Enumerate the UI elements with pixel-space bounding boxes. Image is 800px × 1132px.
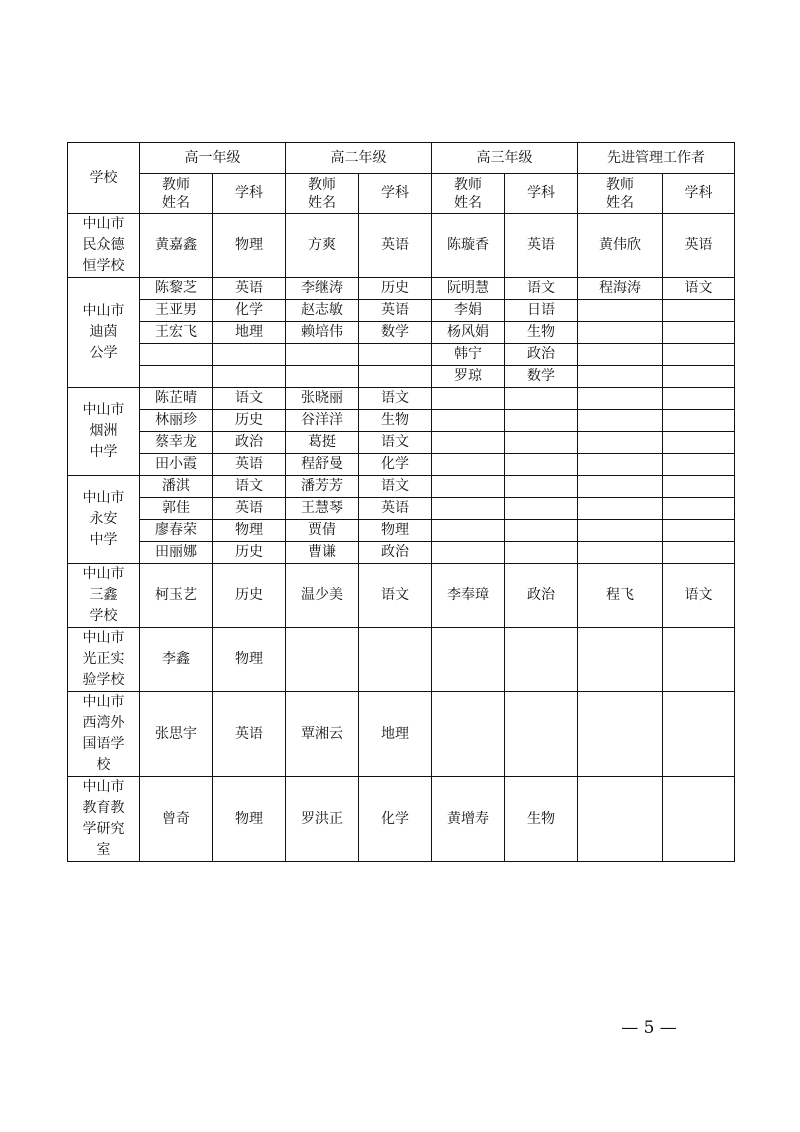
teacher-name-cell: 曾奇 [140,777,213,862]
teacher-name-cell: 黄嘉鑫 [140,214,213,278]
subject-cell: 语文 [359,388,432,410]
teacher-name-cell: 田丽娜 [140,542,213,564]
subject-cell [663,300,735,322]
school-name-cell: 中山市 迪茵 公学 [68,278,140,388]
subject-cell: 政治 [359,542,432,564]
subject-cell: 英语 [213,498,286,520]
school-name-cell: 中山市 民众德 恒学校 [68,214,140,278]
school-name-cell: 中山市 烟洲 中学 [68,388,140,476]
subject-cell: 英语 [505,214,578,278]
teacher-name-cell: 李继涛 [286,278,359,300]
subject-cell [663,777,735,862]
grade-header-2: 高二年级 [286,143,432,174]
grade-header-3: 高三年级 [432,143,578,174]
teacher-name-cell [140,344,213,366]
teacher-name-header: 教师 姓名 [140,174,213,214]
subject-cell: 英语 [359,498,432,520]
subject-cell [663,344,735,366]
subject-cell: 生物 [359,410,432,432]
subject-cell [505,476,578,498]
teacher-name-cell [578,410,663,432]
subject-cell: 政治 [213,432,286,454]
teacher-name-cell [578,692,663,777]
subject-cell [505,454,578,476]
teacher-name-cell: 田小霞 [140,454,213,476]
teacher-name-cell [286,366,359,388]
teacher-name-cell: 黄伟欣 [578,214,663,278]
subject-cell [663,542,735,564]
subject-cell [663,454,735,476]
subject-cell: 生物 [505,322,578,344]
table-row [68,454,735,476]
subject-cell [505,692,578,777]
table-row [68,344,735,366]
subject-cell [663,476,735,498]
teacher-name-cell: 黄增寿 [432,777,505,862]
teacher-name-cell [578,300,663,322]
teacher-name-cell [578,498,663,520]
table-body [68,214,735,862]
teacher-name-cell: 程舒曼 [286,454,359,476]
teacher-name-cell [432,692,505,777]
subject-cell [359,344,432,366]
subject-cell: 英语 [359,214,432,278]
subject-cell [505,628,578,692]
sub-header-row [68,174,735,214]
teacher-name-cell: 郭佳 [140,498,213,520]
teacher-name-cell: 蔡幸龙 [140,432,213,454]
teacher-award-table [67,142,735,862]
table-row [68,432,735,454]
teacher-name-cell [286,628,359,692]
subject-cell: 生物 [505,777,578,862]
subject-cell [213,344,286,366]
teacher-name-cell: 方爽 [286,214,359,278]
teacher-name-cell: 李奉璋 [432,564,505,628]
subject-cell: 英语 [213,454,286,476]
teacher-name-cell [578,432,663,454]
teacher-name-cell [432,542,505,564]
page-number: — 5 — [621,1018,677,1038]
subject-cell [505,542,578,564]
subject-cell [663,498,735,520]
school-name-cell: 中山市 教育教 学研究 室 [68,777,140,862]
subject-cell: 语文 [359,432,432,454]
teacher-name-cell: 廖春荣 [140,520,213,542]
subject-cell: 化学 [213,300,286,322]
subject-cell [663,366,735,388]
teacher-name-cell: 潘芳芳 [286,476,359,498]
table-row [68,278,735,300]
teacher-name-cell [432,498,505,520]
table-row [68,498,735,520]
subject-cell [663,322,735,344]
teacher-name-cell: 陈芷晴 [140,388,213,410]
subject-cell: 物理 [213,777,286,862]
teacher-name-cell: 赵志敏 [286,300,359,322]
teacher-name-cell [578,542,663,564]
teacher-name-cell: 李娟 [432,300,505,322]
subject-cell [663,520,735,542]
teacher-name-cell [578,628,663,692]
teacher-name-cell: 罗琼 [432,366,505,388]
school-name-cell: 中山市 永安 中学 [68,476,140,564]
subject-cell [505,432,578,454]
table-row [68,410,735,432]
teacher-name-cell: 王亚男 [140,300,213,322]
teacher-name-cell: 贾倩 [286,520,359,542]
teacher-name-cell [432,388,505,410]
subject-cell: 历史 [359,278,432,300]
teacher-name-cell: 覃湘云 [286,692,359,777]
subject-cell: 物理 [213,520,286,542]
teacher-name-cell: 赖培伟 [286,322,359,344]
subject-cell: 数学 [359,322,432,344]
teacher-name-cell [140,366,213,388]
table-row [68,388,735,410]
subject-cell: 化学 [359,454,432,476]
subject-cell [663,410,735,432]
teacher-name-header: 教师 姓名 [432,174,505,214]
subject-cell [663,388,735,410]
subject-cell [663,432,735,454]
subject-cell: 历史 [213,542,286,564]
teacher-name-cell: 张晓丽 [286,388,359,410]
subject-cell [359,628,432,692]
subject-cell: 语文 [663,278,735,300]
teacher-name-cell [432,520,505,542]
subject-cell: 物理 [213,628,286,692]
subject-cell: 语文 [359,476,432,498]
teacher-name-cell: 葛挺 [286,432,359,454]
table-row [68,322,735,344]
subject-cell [505,410,578,432]
subject-cell: 历史 [213,564,286,628]
teacher-name-cell: 王宏飞 [140,322,213,344]
teacher-name-cell: 潘淇 [140,476,213,498]
teacher-name-cell: 张思宇 [140,692,213,777]
teacher-name-header: 教师 姓名 [286,174,359,214]
teacher-name-cell: 林丽珍 [140,410,213,432]
teacher-name-cell: 柯玉艺 [140,564,213,628]
table-row [68,542,735,564]
school-name-cell: 中山市 三鑫 学校 [68,564,140,628]
subject-cell: 英语 [213,692,286,777]
subject-header: 学科 [505,174,578,214]
teacher-name-cell: 温少美 [286,564,359,628]
teacher-name-cell: 李鑫 [140,628,213,692]
teacher-name-cell [578,777,663,862]
grade-header-admin: 先进管理工作者 [578,143,735,174]
teacher-name-cell [286,344,359,366]
subject-cell: 英语 [359,300,432,322]
subject-header: 学科 [359,174,432,214]
subject-cell: 数学 [505,366,578,388]
subject-cell: 地理 [213,322,286,344]
teacher-name-cell [432,432,505,454]
subject-cell: 语文 [505,278,578,300]
grade-header-row [68,143,735,174]
subject-cell: 英语 [663,214,735,278]
subject-cell: 语文 [213,388,286,410]
subject-cell: 政治 [505,344,578,366]
subject-cell: 化学 [359,777,432,862]
table-row [68,692,735,777]
teacher-name-cell: 陈璇香 [432,214,505,278]
table-row [68,366,735,388]
subject-cell: 语文 [213,476,286,498]
teacher-name-cell: 程飞 [578,564,663,628]
teacher-name-cell: 陈黎芝 [140,278,213,300]
school-name-cell: 中山市 西湾外 国语学 校 [68,692,140,777]
subject-cell [505,498,578,520]
table-row [68,520,735,542]
teacher-name-cell: 杨风娟 [432,322,505,344]
subject-cell [505,388,578,410]
teacher-name-cell: 阮明慧 [432,278,505,300]
teacher-name-cell [432,628,505,692]
subject-cell: 政治 [505,564,578,628]
teacher-name-cell [578,520,663,542]
teacher-name-cell: 罗洪正 [286,777,359,862]
teacher-name-cell [432,410,505,432]
subject-cell: 物理 [213,214,286,278]
teacher-name-cell [578,366,663,388]
teacher-name-cell [578,388,663,410]
teacher-name-cell: 王慧琴 [286,498,359,520]
table-row [68,777,735,862]
school-header: 学校 [68,143,140,214]
subject-header: 学科 [213,174,286,214]
subject-header: 学科 [663,174,735,214]
table-row [68,214,735,278]
teacher-name-cell [578,322,663,344]
teacher-name-cell [578,344,663,366]
table-row [68,300,735,322]
subject-cell: 日语 [505,300,578,322]
subject-cell [505,520,578,542]
subject-cell: 物理 [359,520,432,542]
teacher-name-cell: 谷洋洋 [286,410,359,432]
table-row [68,628,735,692]
table-row [68,564,735,628]
subject-cell: 历史 [213,410,286,432]
teacher-name-cell [578,476,663,498]
teacher-name-cell: 程海涛 [578,278,663,300]
teacher-name-header: 教师 姓名 [578,174,663,214]
subject-cell [213,366,286,388]
teacher-name-cell [578,454,663,476]
grade-header-1: 高一年级 [140,143,286,174]
table-row [68,476,735,498]
subject-cell: 地理 [359,692,432,777]
subject-cell [359,366,432,388]
subject-cell [663,692,735,777]
subject-cell: 语文 [359,564,432,628]
subject-cell [663,628,735,692]
school-name-cell: 中山市 光正实 验学校 [68,628,140,692]
teacher-name-cell: 韩宁 [432,344,505,366]
teacher-name-cell [432,476,505,498]
subject-cell: 语文 [663,564,735,628]
subject-cell: 英语 [213,278,286,300]
teacher-name-cell [432,454,505,476]
teacher-name-cell: 曹谦 [286,542,359,564]
